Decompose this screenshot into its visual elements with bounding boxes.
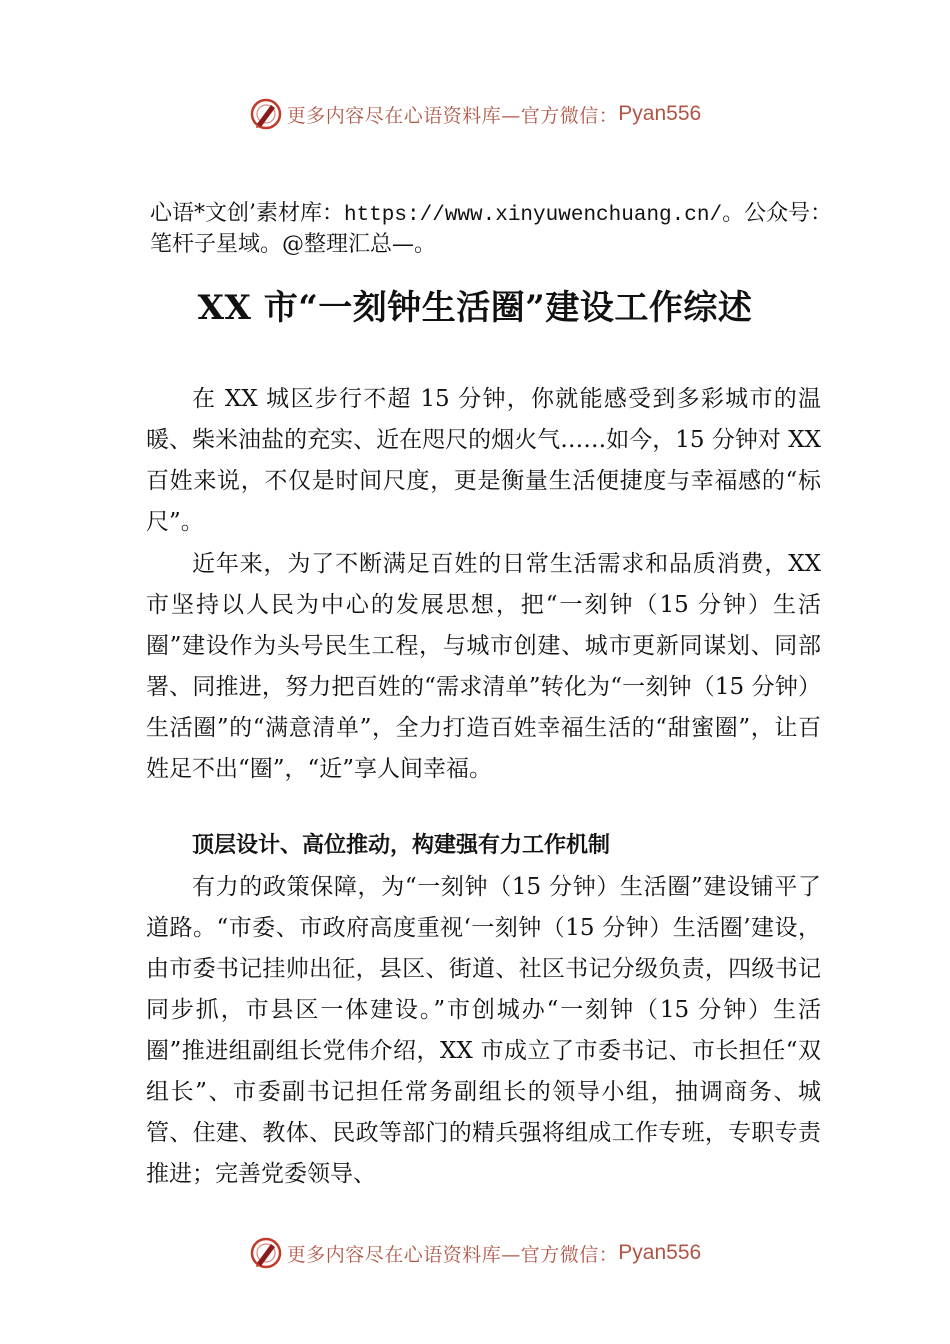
source-line (150, 199, 850, 259)
pen-logo-icon (249, 97, 283, 131)
pen-logo-icon (249, 1236, 283, 1270)
source-suffix: 。公众号：笔杆子星域。@整理汇总—。 (150, 201, 833, 257)
header-banner (0, 94, 950, 134)
source-url[interactable]: https://www.xinyuwenchuang.cn/ (344, 204, 723, 227)
article-paragraph-2: 近年来，为了不断满足百姓的日常生活需求和品质消费，XX 市坚持以人民为中心的发展思想，把“一刻钟（15 分钟）生活圈”建设作为头号民生工程，与城市创建、城市更新同谋划、同部署、同推进，努力把百姓的“需求清单”转化为“一刻钟（15 分钟）生活圈”的“满意清单”，全力打造百姓幸福生活的“甜蜜圈”，让百姓足不出“圈”，“近”享人间幸福。 (146, 551, 821, 782)
source-prefix: 心语*文创’素材库： (150, 201, 344, 226)
article-paragraph-1: 在 XX 城区步行不超 15 分钟，你就能感受到多彩城市的温暖、柴米油盐的充实、近在咫尺的烟火气……如今，15 分钟对 XX 百姓来说，不仅是时间尺度，更是衡量生活便捷度与幸福感的“标尺”。 (146, 386, 821, 535)
banner-wechat-id: Pyan556 (618, 102, 702, 125)
banner-text: 更多内容尽在心语资料库—官方微信： (286, 1243, 619, 1266)
banner-wechat-id: Pyan556 (618, 1241, 702, 1264)
footer-banner (0, 1233, 950, 1273)
banner-text: 更多内容尽在心语资料库—官方微信： (286, 104, 619, 127)
article-paragraph-3: 有力的政策保障，为“一刻钟（15 分钟）生活圈”建设铺平了道路。“市委、市政府高度重视‘一刻钟（15 分钟）生活圈’建设，由市委书记挂帅出征，县区、街道、社区书记分级负责，四级书记同步抓，市县区一体建设。”市创城办“一刻钟（15 分钟）生活圈”推进组副组长党伟介绍，XX 市成立了市委书记、市长担任“双组长”、市委副书记担任常务副组长的领导小组，抽调商务、城管、住建、教体、民政等部门的精兵强将组成工作专班，专职专责推进；完善党委领导、 (146, 874, 821, 1187)
article-title: XX 市“一刻钟生活圈”建设工作综述 (197, 288, 753, 328)
section-heading: 顶层设计、高位推动，构建强有力工作机制 (192, 833, 611, 858)
